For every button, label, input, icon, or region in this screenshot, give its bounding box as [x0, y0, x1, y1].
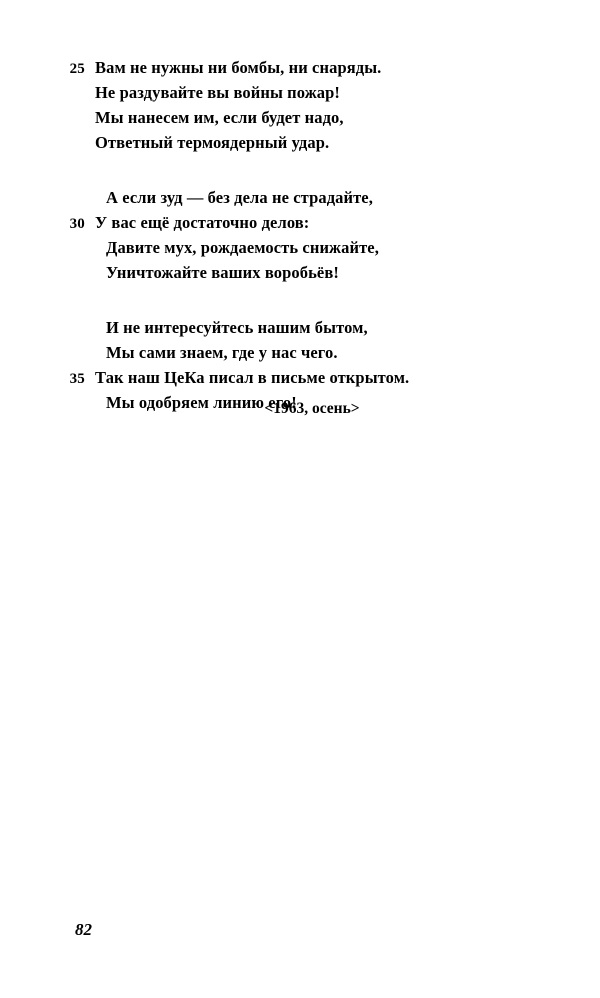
verse-text: Мы нанесем им, если будет надо,	[95, 108, 344, 127]
verse-text: Ответный термоядерный удар.	[95, 133, 330, 152]
verse-text: Мы сами знаем, где у нас чего.	[106, 343, 338, 362]
line-number: 25	[69, 61, 85, 77]
verse-text: И не интересуйтесь нашим бытом,	[106, 318, 368, 337]
page-number: 82	[75, 920, 92, 939]
verse-line	[0, 58, 600, 83]
verse-text: Так наш ЦеКа писал в письме открытом.	[95, 368, 410, 387]
composition-date: <1963, осень>	[264, 400, 360, 417]
verse-line	[0, 213, 600, 238]
poem-body	[0, 58, 600, 448]
verse-text: Давите мух, рождаемость снижайте,	[106, 238, 379, 257]
verse-line	[0, 238, 600, 263]
verse-line	[0, 263, 600, 288]
verse-line	[0, 368, 600, 393]
line-number: 35	[69, 371, 85, 387]
verse-text: Мы одобряем линию его!	[106, 393, 297, 412]
verse-line	[0, 318, 600, 343]
verse-text: А если зуд — без дела не страдайте,	[106, 188, 373, 207]
verse-line	[0, 188, 600, 213]
verse-line	[0, 83, 600, 108]
verse-line	[0, 343, 600, 368]
verse-text: Не раздувайте вы войны пожар!	[95, 83, 340, 102]
verse-line	[0, 133, 600, 158]
stanza	[0, 188, 600, 288]
verse-text: Уничтожайте ваших воробьёв!	[106, 263, 339, 282]
line-number: 30	[69, 216, 85, 232]
verse-text: Вам не нужны ни бомбы, ни снаряды.	[95, 58, 382, 77]
stanza	[0, 58, 600, 158]
verse-line	[0, 108, 600, 133]
verse-text: У вас ещё достаточно делов:	[95, 213, 310, 232]
